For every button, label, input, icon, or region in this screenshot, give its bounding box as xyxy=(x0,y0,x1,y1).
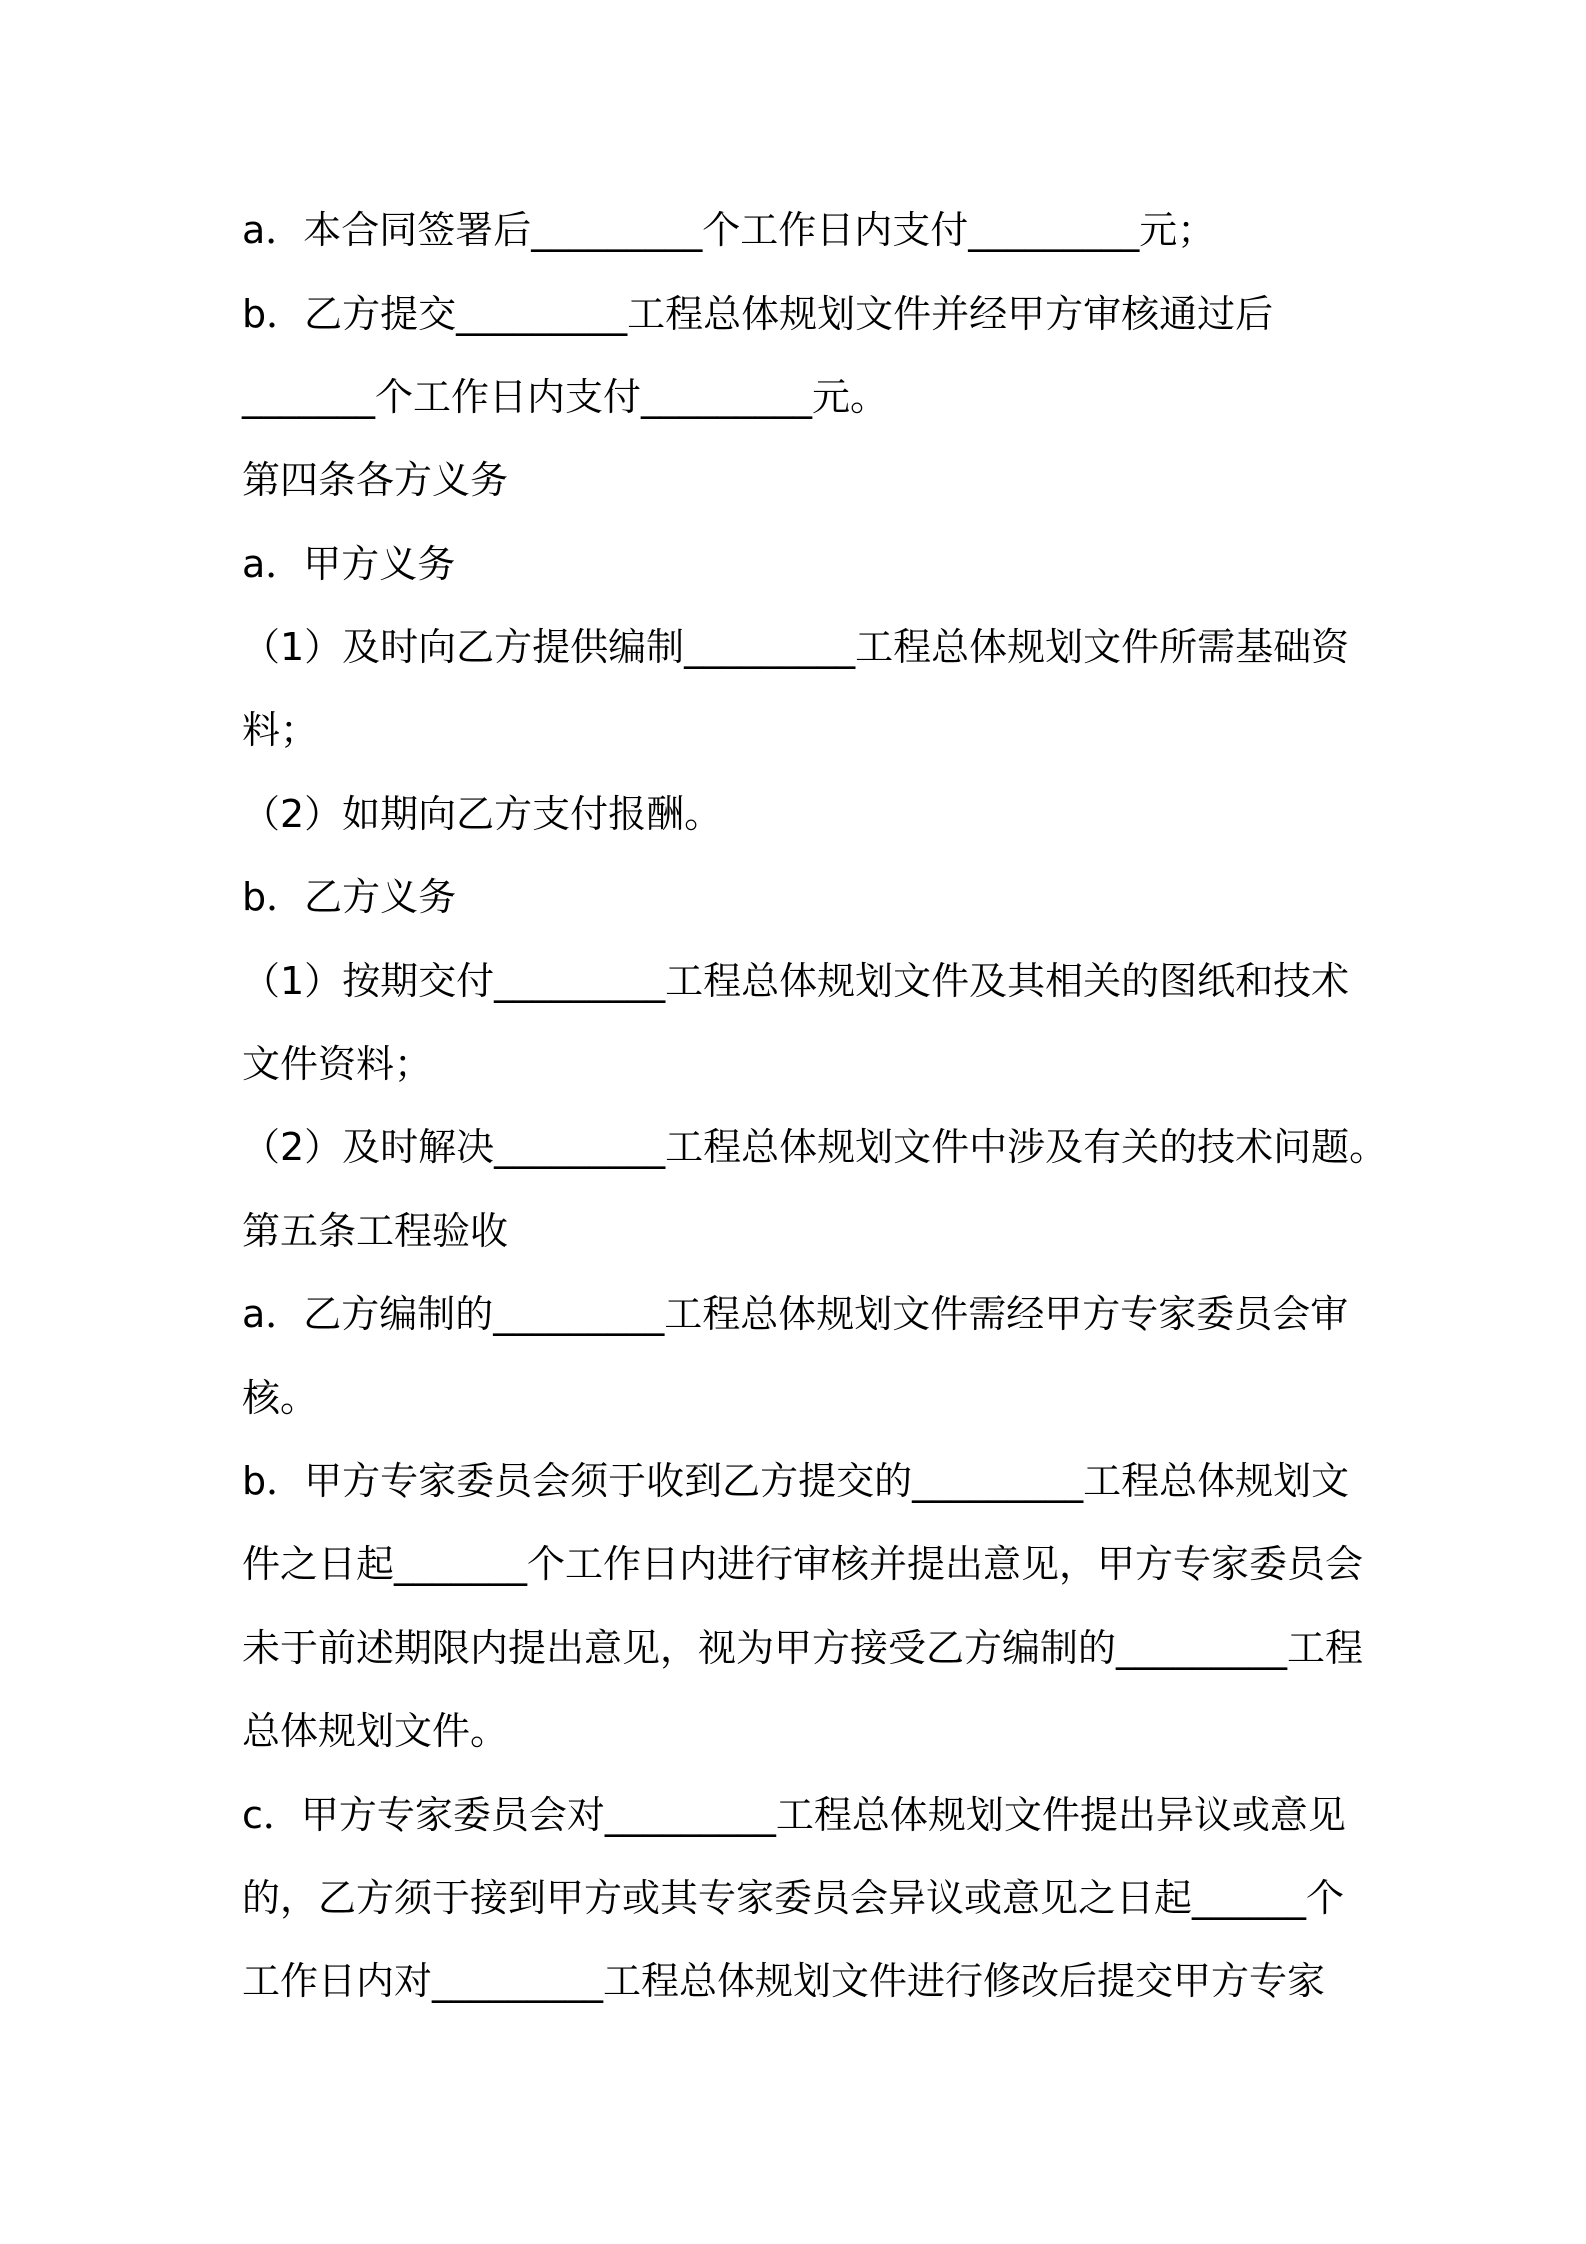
acceptance-b-cont-3: 总体规划文件。 xyxy=(242,1709,509,1753)
party-b-obligations-heading: b．乙方义务 xyxy=(242,875,457,919)
clause-3-payment-a: a．本合同签署后_________个工作日内支付_________元； xyxy=(242,208,1216,252)
acceptance-b-cont-2: 未于前述期限内提出意见，视为甲方接受乙方编制的_________工程 xyxy=(242,1626,1364,1670)
party-a-obligation-1-cont: 料； xyxy=(242,708,319,752)
acceptance-b-cont-1: 件之日起_______个工作日内进行审核并提出意见，甲方专家委员会 xyxy=(242,1542,1364,1586)
acceptance-c: c．甲方专家委员会对_________工程总体规划文件提出异议或意见 xyxy=(242,1793,1346,1837)
clause-5-heading: 第五条工程验收 xyxy=(242,1209,509,1253)
acceptance-b: b．甲方专家委员会须于收到乙方提交的_________工程总体规划文 xyxy=(242,1459,1350,1503)
party-a-obligation-2: （2）如期向乙方支付报酬。 xyxy=(242,792,723,836)
clause-4-heading: 第四条各方义务 xyxy=(242,458,509,502)
clause-3-payment-b-cont: _______个工作日内支付_________元。 xyxy=(242,375,889,419)
party-a-obligation-1: （1）及时向乙方提供编制_________工程总体规划文件所需基础资 xyxy=(242,625,1350,669)
clause-3-payment-b: b．乙方提交_________工程总体规划文件并经甲方审核通过后 xyxy=(242,292,1274,336)
acceptance-c-cont-1: 的，乙方须于接到甲方或其专家委员会异议或意见之日起______个 xyxy=(242,1876,1345,1920)
party-b-obligation-1: （1）按期交付_________工程总体规划文件及其相关的图纸和技术 xyxy=(242,959,1350,1003)
acceptance-a-cont: 核。 xyxy=(242,1376,319,1420)
acceptance-a: a．乙方编制的_________工程总体规划文件需经甲方专家委员会审 xyxy=(242,1292,1349,1336)
party-b-obligation-1-cont: 文件资料； xyxy=(242,1042,433,1086)
party-a-obligations-heading: a．甲方义务 xyxy=(242,542,456,586)
acceptance-c-cont-2: 工作日内对_________工程总体规划文件进行修改后提交甲方专家 xyxy=(242,1959,1326,2003)
party-b-obligation-2: （2）及时解决_________工程总体规划文件中涉及有关的技术问题。 xyxy=(242,1125,1388,1169)
